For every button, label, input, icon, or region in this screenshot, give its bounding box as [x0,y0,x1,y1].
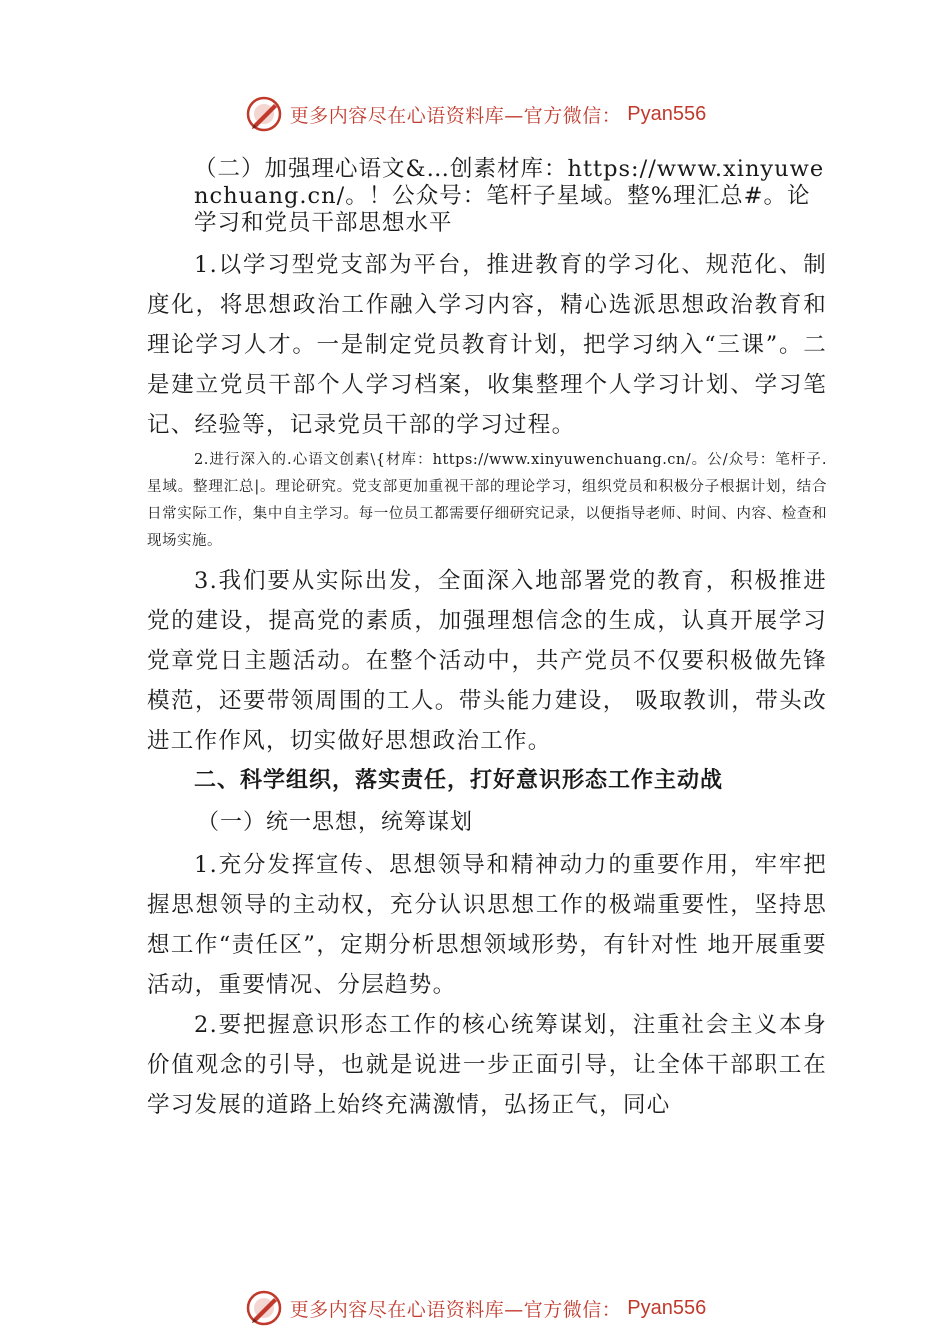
subheading-2-1: （一）统一思想，统筹谋划 [197,810,474,835]
banner-wechat-id: Pyan556 [627,1296,707,1319]
pen-logo-icon [244,1288,284,1328]
header-banner [0,92,950,136]
banner-text: 更多内容尽在心语资料库—官方微信： [289,1298,622,1321]
banner-wechat-id: Pyan556 [627,102,707,125]
banner-text: 更多内容尽在心语资料库—官方微信： [289,104,622,127]
paragraph-5: 2.要把握意识形态工作的核心统筹谋划，注重社会主义本身价值观念的引导，也就是说进一步正面引导，让全体干部职工在学习发展的道路上始终充满激情，弘扬正气，同心 [147,1012,827,1118]
paragraph-2: 2.进行深入的.心语文创素\{材库：https://www.xinyuwenchuang.cn/。公/众号：笔杆子.星域。整理汇总|。理论研究。党支部更加重视干部的理论学习，组织党员和积极分子根据计划，结合日常实际工作，集中自主学习。每一位员工都需要仔细研究记录，以便指导老师、时间、内容、检查和现场实施。 [147,452,827,549]
subheading-1: （二）加强理心语文&…创素材库：https://www.xinyuwenchuang.cn/。！公众号：笔杆子星域。整%理汇总#。论学习和党员干部思想水平 [194,156,825,236]
paragraph-4: 1.充分发挥宣传、思想领导和精神动力的重要作用，牢牢把握思想领导的主动权，充分认识思想工作的极端重要性，坚持思想工作“责任区”，定期分析思想领域形势，有针对性 地开展重要活动，重要情况、分层趋势。 [147,852,827,998]
paragraph-3: 3.我们要从实际出发，全面深入地部署党的教育，积极推进党的建设，提高党的素质，加强理想信念的生成，认真开展学习党章党日主题活动。在整个活动中，共产党员不仅要积极做先锋模范，还要带领周围的工人。带头能力建设， 吸取教训，带头改进工作作风，切实做好思想政治工作。 [147,568,827,754]
paragraph-1: 1.以学习型党支部为平台，推进教育的学习化、规范化、制度化，将思想政治工作融入学习内容，精心选派思想政治教育和理论学习人才。一是制定党员教育计划，把学习纳入“三课”。二是建立党员干部个人学习档案，收集整理个人学习计划、学习笔记、经验等，记录党员干部的学习过程。 [147,252,827,438]
pen-logo-icon [244,94,284,134]
section-heading-2: 二、科学组织，落实责任，打好意识形态工作主动战 [194,768,724,793]
document-body [147,150,827,1125]
footer-banner [0,1286,950,1330]
